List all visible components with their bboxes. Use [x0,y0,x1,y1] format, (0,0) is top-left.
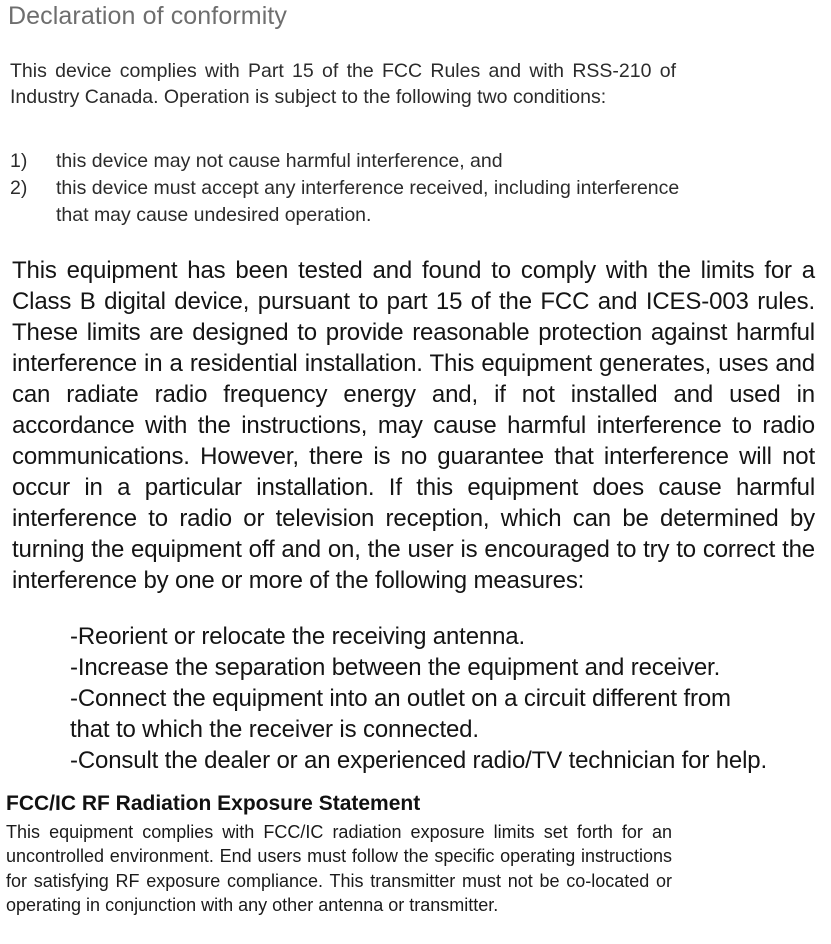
measure-item: -Consult the dealer or an experienced radio/TV technician for help. [70,747,768,774]
compliance-paragraph: This equipment has been tested and found to comply with the limits for a Class B digital device, pursuant to part 15 of the FCC and ICES-003 rules. These limits are designed to provide reasonable protection against harmful interference in a residential installation. This equipment generates, uses and can radiate radio frequency energy and, if not installed and used in accordance with the instructions, may cause harmful interference to radio communications. However, there is no guarantee that interference will not occur in a particular installation. If this equipment does cause harmful interference to radio or television reception, which can be determined by turning the equipment off and on, the user is encouraged to try to correct the interference by one or more of the following measures: [12,257,815,594]
measure-item: -Connect the equipment into an outlet on a circuit different from [70,685,731,712]
condition-number: 1) [10,150,28,172]
condition-item [10,148,710,175]
measure-item: that to which the receiver is connected. [70,716,479,743]
conditions-list [10,148,710,229]
condition-number: 2) [10,177,28,199]
condition-text: this device may not cause harmful interference, and [56,150,503,172]
intro-paragraph: This device complies with Part 15 of the FCC Rules and with RSS-210 of Industry Canada. Operation is subject to the following two conditions: [10,60,676,108]
rf-heading: FCC/IC RF Radiation Exposure Statement [6,792,421,815]
rf-paragraph: This equipment complies with FCC/IC radiation exposure limits set forth for an uncontrolled environment. End users must follow the specific operating instructions for satisfying RF exposure compliance. This transmitter must not be co-located or operating in conjunction with any other antenna or transmitter. [6,822,672,915]
condition-text: this device must accept any interference received, including interference that may cause undesired operation. [56,177,680,226]
page-title: Declaration of conformity [8,2,288,30]
measure-item: -Reorient or relocate the receiving antenna. [70,623,526,650]
measures-list [70,621,815,776]
measure-item: -Increase the separation between the equipment and receiver. [70,654,721,681]
condition-item [10,175,710,229]
